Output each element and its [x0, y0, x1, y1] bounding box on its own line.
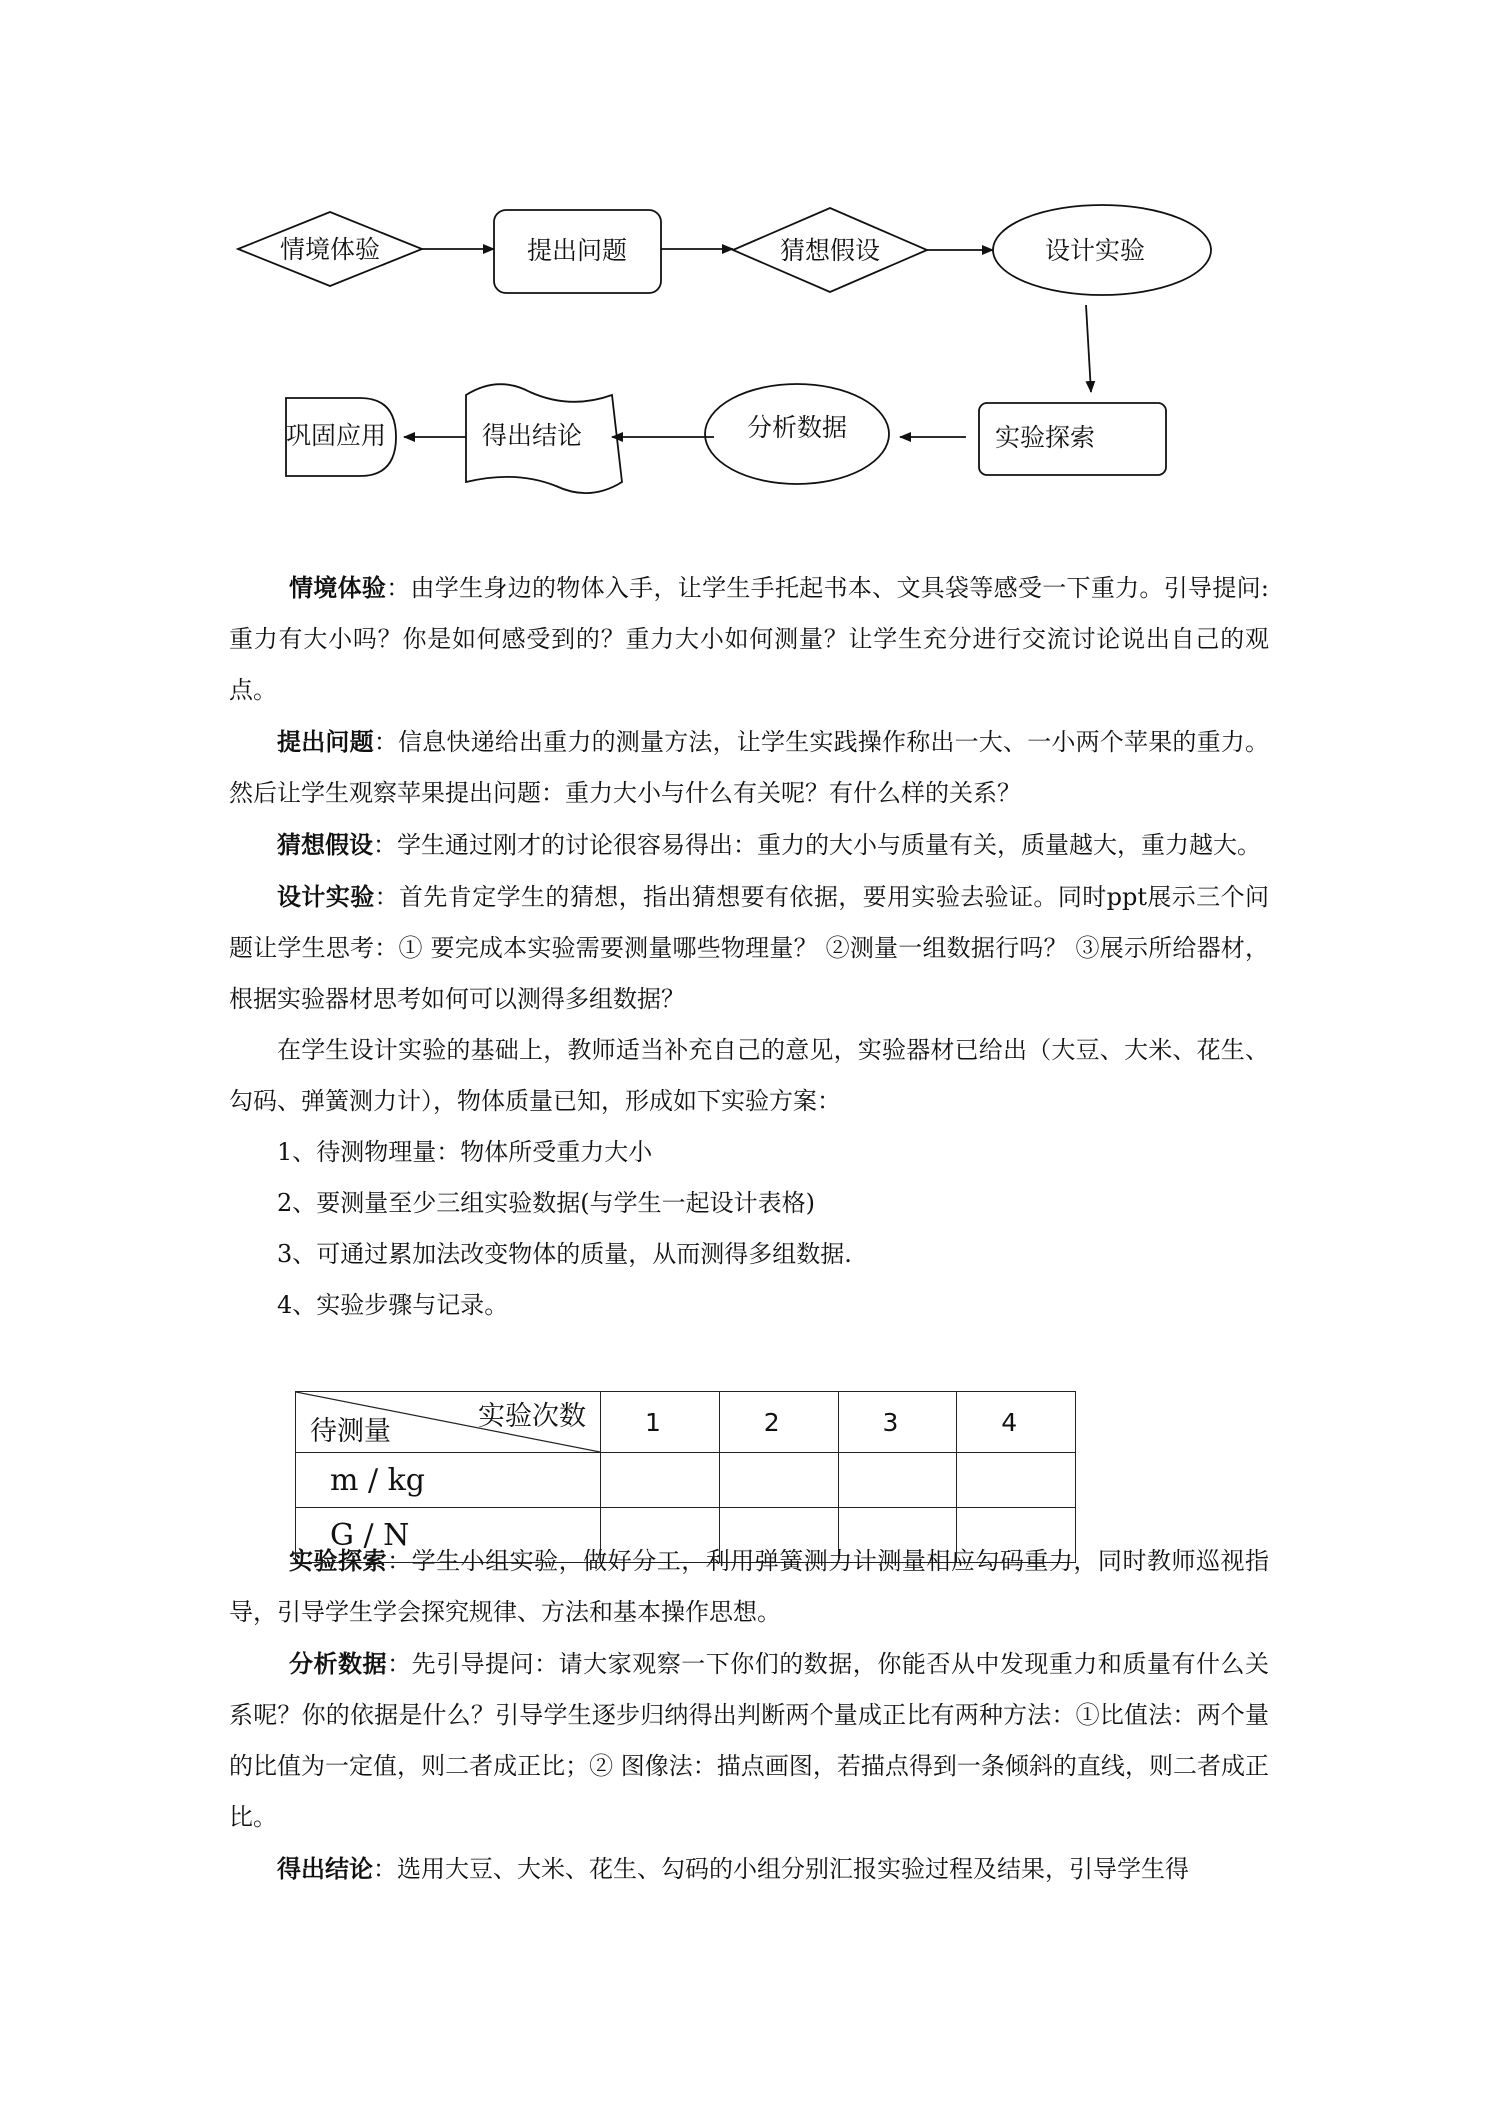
table-cell [838, 1508, 957, 1563]
paragraph-text: ：学生小组实验，做好分工，利用弹簧测力计测量相应勾码重力，同时教师巡视指导，引导学生学会探究规律、方法和基本操作思想。 [229, 1547, 1270, 1626]
paragraph-text: ：首先肯定学生的猜想，指出猜想要有依据，要用实验去验证。同时ppt展示三个问题让学生思考：① 要完成本实验需要测量哪些物理量？ ②测量一组数据行吗？ ③展示所给器材，根据实验器材思考如何可以测得多组数据？ [229, 883, 1270, 1013]
table-header-row [296, 1392, 1076, 1453]
header-top-label: 实验次数 [478, 1401, 586, 1432]
paragraph-caixiang [229, 819, 1269, 871]
flowchart [0, 0, 1488, 520]
table-cell [719, 1453, 838, 1508]
paragraph-lead: 得出结论 [277, 1854, 373, 1883]
paragraph-lead: 情境体验 [289, 573, 387, 602]
table-column-header: 4 [957, 1392, 1076, 1453]
list-item: 3、可通过累加法改变物体的质量，从而测得多组数据. [277, 1240, 852, 1268]
paragraph-lead: 分析数据 [289, 1649, 388, 1678]
paragraph-lead: 猜想假设 [277, 830, 373, 859]
node-qingjing-label: 情境体验 [279, 235, 381, 264]
body-text [229, 562, 1269, 1895]
paragraph-lead: 实验探索 [289, 1546, 388, 1575]
paragraph-dechu [229, 1843, 1269, 1895]
paragraph-text: ：选用大豆、大米、花生、勾码的小组分别汇报实验过程及结果，引导学生得 [373, 1855, 1189, 1883]
table-row [296, 1508, 1076, 1563]
paragraph-qingjing [229, 562, 1269, 716]
paragraph-lead: 提出问题 [277, 727, 374, 756]
node-tansuo-label: 实验探索 [994, 423, 1096, 452]
node-tichu-label: 提出问题 [526, 236, 628, 265]
list-item: 2、要测量至少三组实验数据(与学生一起设计表格) [277, 1189, 815, 1217]
table-cell [601, 1508, 720, 1563]
row-label: G / N [296, 1508, 601, 1563]
table-column-header: 1 [601, 1392, 720, 1453]
table-cell [957, 1508, 1076, 1563]
table-cell [601, 1453, 720, 1508]
paragraph-text: ：学生通过刚才的讨论很容易得出：重力的大小与质量有关，质量越大，重力越大。 [373, 831, 1261, 859]
paragraph-lead: 设计实验 [277, 882, 375, 911]
table-cell [838, 1453, 957, 1508]
header-bottom-label: 待测量 [310, 1416, 391, 1447]
paragraph-text: ：由学生身边的物体入手，让学生手托起书本、文具袋等感受一下重力。引导提问:重力有大小吗？你是如何感受到的？重力大小如何测量？让学生充分进行交流讨论说出自己的观点。 [229, 574, 1270, 704]
experiment-table [295, 1391, 1076, 1563]
paragraph-text: ：先引导提问：请大家观察一下你们的数据，你能否从中发现重力和质量有什么关系呢？你的依据是什么？引导学生逐步归纳得出判断两个量成正比有两种方法：①比值法：两个量的比值为一定值，则二者成正比；② 图像法：描点画图，若描点得到一条倾斜的直线，则二者成正比。 [229, 1650, 1270, 1831]
node-fenxi-label: 分析数据 [746, 413, 848, 442]
table-column-header: 2 [719, 1392, 838, 1453]
node-caixiang-label: 猜想假设 [779, 236, 881, 265]
table-cell [719, 1508, 838, 1563]
paragraph-plan: 在学生设计实验的基础上，教师适当补充自己的意见，实验器材已给出（大豆、大米、花生、勾码、弹簧测力计），物体质量已知，形成如下实验方案： [229, 1036, 1269, 1115]
paragraph-fenxi [229, 1638, 1269, 1843]
table-diagonal-header [296, 1392, 601, 1453]
node-gonggu-label: 巩固应用 [285, 421, 387, 450]
paragraph-sheji [229, 871, 1269, 1025]
table-column-header: 3 [838, 1392, 957, 1453]
row-label: m / kg [296, 1453, 601, 1508]
table-cell [957, 1453, 1076, 1508]
paragraph-tichu [229, 716, 1269, 819]
paragraph-text: ：信息快递给出重力的测量方法，让学生实践操作称出一大、一小两个苹果的重力。然后让学生观察苹果提出问题：重力大小与什么有关呢？有什么样的关系？ [229, 728, 1270, 807]
node-sheji-label: 设计实验 [1044, 236, 1146, 265]
arrow-4 [1086, 305, 1091, 392]
node-dechu-label: 得出结论 [481, 421, 583, 450]
table-row [296, 1453, 1076, 1508]
list-item: 4、实验步骤与记录。 [277, 1291, 509, 1319]
list-item: 1、待测物理量：物体所受重力大小 [277, 1138, 653, 1166]
